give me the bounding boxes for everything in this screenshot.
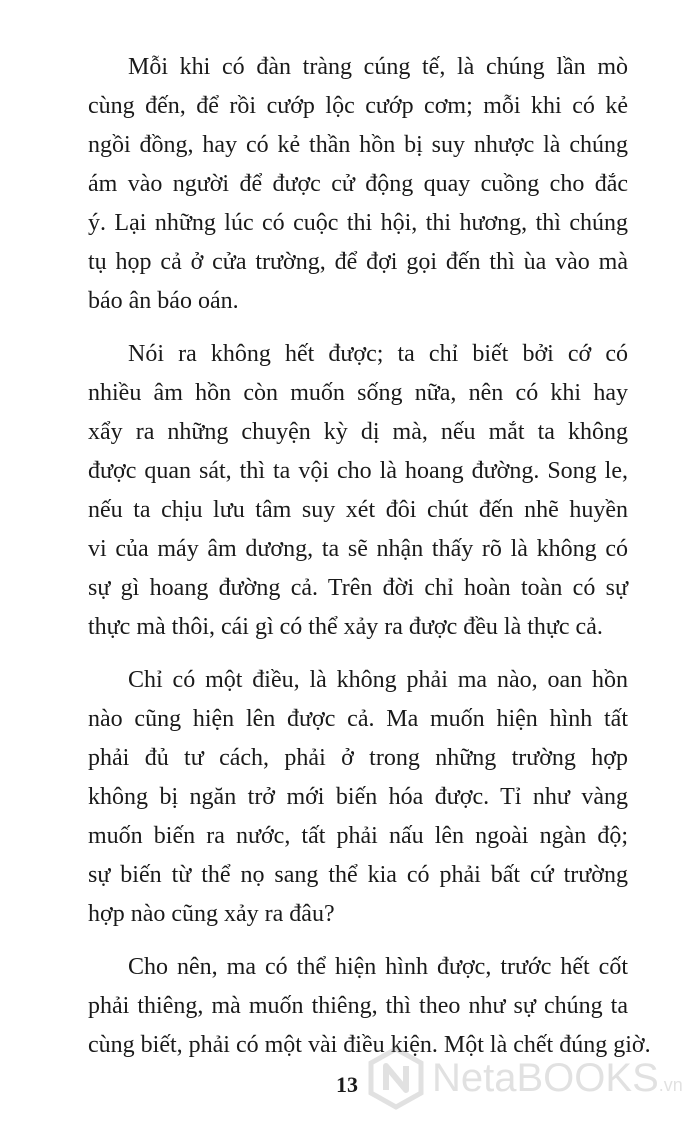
watermark-brand (432, 1056, 683, 1101)
text-line: Chỉ có một điều, là không phải ma nào, oan hồn (128, 667, 628, 693)
text-line: nếu ta chịu lưu tâm suy xét đôi chút đến nhẽ huyền (88, 497, 628, 523)
text-line: ngồi đồng, hay có kẻ thần hồn bị suy nhược là chúng (88, 132, 628, 158)
text-line: không bị ngăn trở mới biến hóa được. Tỉ như vàng (88, 784, 628, 810)
text-line: ám vào người để được cử động quay cuồng cho đắc (88, 171, 628, 197)
text-line: vi của máy âm dương, ta sẽ nhận thấy rõ là không có (88, 536, 628, 562)
text-line: xẩy ra những chuyện kỳ dị mà, nếu mắt ta không (88, 419, 628, 445)
text-line: Nói ra không hết được; ta chỉ biết bởi cớ có (128, 341, 628, 367)
text-line: Mỗi khi có đàn tràng cúng tế, là chúng lần mò (128, 54, 628, 80)
text-line: sự biến từ thể nọ sang thể kia có phải bất cứ trường (88, 862, 628, 888)
text-line: muốn biến ra nước, tất phải nấu lên ngoài ngàn độ; (88, 823, 628, 849)
text-line: báo ân báo oán. (88, 288, 239, 314)
text-line: tụ họp cả ở cửa trường, để đợi gọi đến thì ùa vào mà (88, 249, 628, 275)
text-line: được quan sát, thì ta vội cho là hoang đường. Song le, (88, 458, 628, 484)
text-line: thực mà thôi, cái gì có thể xảy ra được đều là thực cả. (88, 614, 603, 640)
text-line: Cho nên, ma có thể hiện hình được, trước hết cốt (128, 954, 628, 980)
paragraph-2 (88, 335, 628, 647)
text-line: cùng biết, phải có một vài điều kiện. Một là chết đúng giờ. (88, 1032, 651, 1058)
watermark-brand-name: NetaBOOKS (432, 1056, 659, 1100)
text-line: cùng đến, để rồi cướp lộc cướp cơm; mỗi khi có kẻ (88, 93, 628, 119)
watermark-brand-suffix: .vn (658, 1075, 683, 1095)
paragraph-1 (88, 48, 628, 321)
page-number: 13 (336, 1072, 358, 1097)
paragraph-3 (88, 661, 628, 934)
text-line: phải thiêng, mà muốn thiêng, thì theo như sự chúng ta (88, 993, 628, 1019)
netabooks-logo-icon (364, 1046, 428, 1110)
text-line: hợp nào cũng xảy ra đâu? (88, 901, 335, 927)
text-line: nào cũng hiện lên được cả. Ma muốn hiện hình tất (88, 706, 628, 732)
text-line: phải đủ tư cách, phải ở trong những trường hợp (88, 745, 628, 771)
watermark (364, 1046, 694, 1110)
text-line: sự gì hoang đường cả. Trên đời chỉ hoàn toàn có sự (88, 575, 628, 601)
text-line: nhiều âm hồn còn muốn sống nữa, nên có khi hay (88, 380, 628, 406)
text-line: ý. Lại những lúc có cuộc thi hội, thi hương, thì chúng (88, 210, 628, 236)
